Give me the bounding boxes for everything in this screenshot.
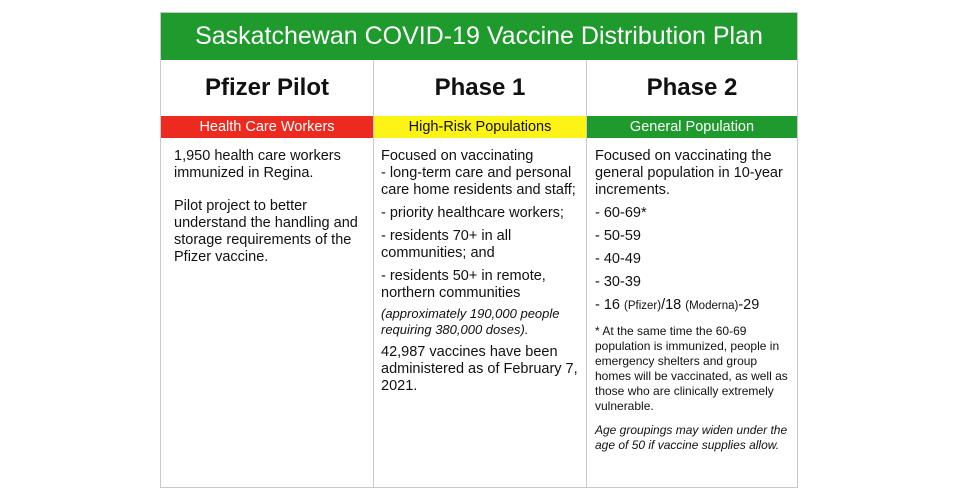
phase-1-item-residents-50-remote: - residents 50+ in remote, northern communities — [381, 268, 546, 301]
phase-1-heading: Phase 1 — [434, 74, 526, 101]
general-population-band: General Population — [587, 116, 797, 138]
phase-1-content — [374, 138, 586, 395]
age-group-16-18-29 — [595, 297, 793, 315]
high-risk-populations-band: High-Risk Populations — [374, 116, 586, 138]
phase-2-footnote: * At the same time the 60-69 population is immunized, people in emergency shelters and group homes will be vaccinated, as well as those who are clinically extremely vulnerable. — [595, 324, 788, 413]
pilot-project-text: Pilot project to better understand the handling and storage requirements of the Pfizer vaccine. — [174, 198, 358, 265]
phase-1-administered-text: 42,987 vaccines have been administered as of February 7, 2021. — [381, 344, 578, 394]
phase-2-heading: Phase 2 — [646, 74, 738, 101]
phase-2-age-note: Age groupings may widen under the age of 50 if vaccine supplies allow. — [595, 423, 788, 452]
phase-2-content — [587, 138, 797, 453]
phase-1-dose-note: (approximately 190,000 people requiring 380,000 doses). — [381, 306, 560, 337]
pfizer-pilot-heading: Pfizer Pilot — [204, 74, 330, 101]
phase-1-column — [374, 60, 587, 487]
age-group-29-suffix: -29 — [738, 297, 760, 313]
age-group-40-49: - 40-49 — [595, 251, 641, 267]
plan-title: Saskatchewan COVID-19 Vaccine Distribution Plan — [161, 13, 797, 60]
moderna-label: (Moderna) — [685, 300, 739, 312]
pilot-immunized-text: 1,950 health care workers immunized in Regina. — [174, 148, 341, 181]
phase-2-intro: Focused on vaccinating the general population in 10-year increments. — [595, 148, 783, 198]
phase-1-item-residents-70: - residents 70+ in all communities; and — [381, 228, 512, 261]
age-group-60-69: - 60-69* — [595, 205, 647, 221]
age-group-16-prefix: - 16 — [595, 297, 625, 313]
vaccine-plan-table — [160, 12, 798, 488]
phase-1-item-long-term-care: - long-term care and personal care home residents and staff; — [381, 165, 576, 198]
phase-2-column — [587, 60, 797, 487]
pfizer-pilot-content — [161, 138, 373, 266]
health-care-workers-band: Health Care Workers — [161, 116, 373, 138]
pfizer-label: (Pfizer) — [624, 300, 662, 312]
phase-1-intro: Focused on vaccinating — [381, 148, 534, 164]
phase-1-item-healthcare-workers: - priority healthcare workers; — [381, 205, 564, 221]
age-group-50-59: - 50-59 — [595, 228, 641, 244]
pfizer-pilot-column — [161, 60, 374, 487]
age-group-30-39: - 30-39 — [595, 274, 641, 290]
age-group-18-mid: /18 — [661, 297, 686, 313]
